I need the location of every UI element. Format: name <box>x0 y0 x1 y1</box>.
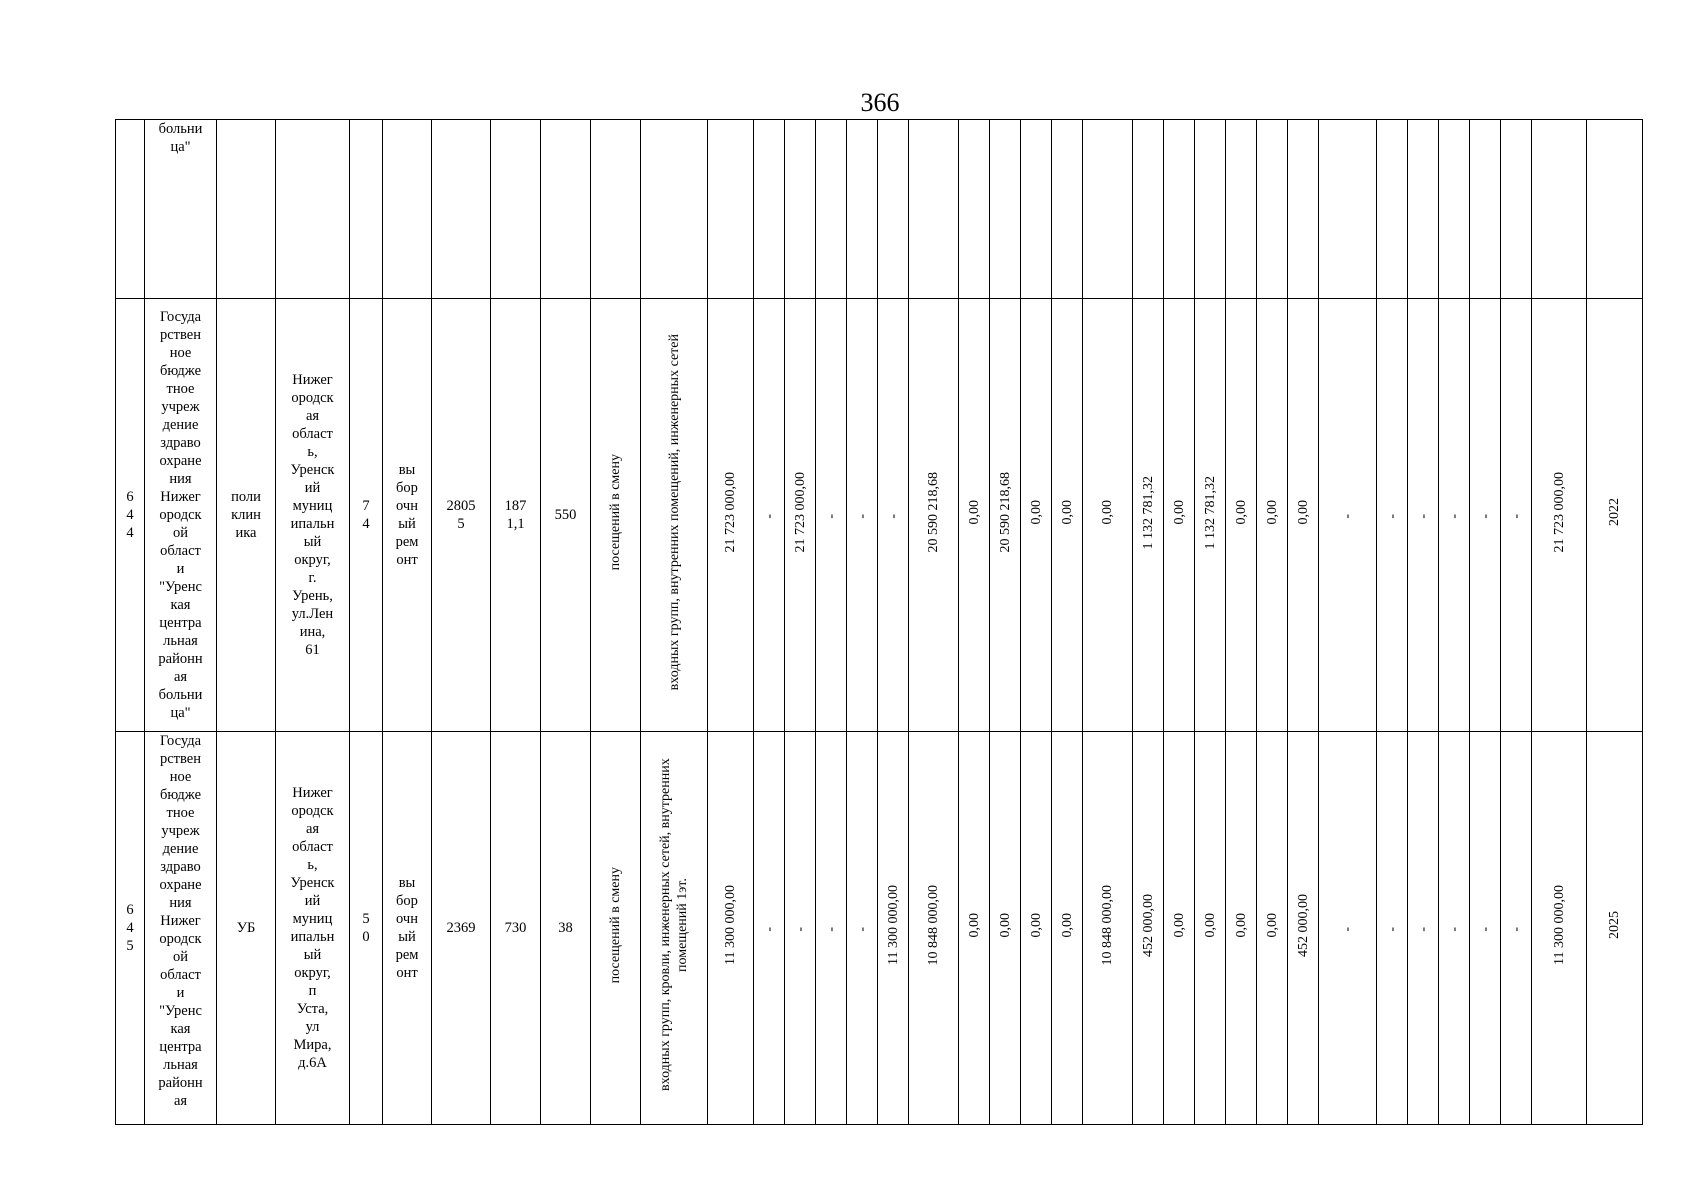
cell-c10 <box>641 299 708 732</box>
amount: - <box>1415 927 1431 932</box>
unit: посещений в смену <box>608 867 623 984</box>
row-number: 6 4 4 <box>126 488 134 541</box>
year: 2022 <box>1607 498 1622 527</box>
cell <box>878 732 909 1125</box>
amount: 1 132 781,32 <box>1202 475 1218 549</box>
amount: 21 723 000,00 <box>723 472 738 553</box>
amount: 0,00 <box>966 500 982 525</box>
cell <box>1587 732 1643 1125</box>
value: 38 <box>558 919 573 936</box>
cell-type <box>217 299 276 732</box>
amount: - <box>854 514 870 519</box>
cell <box>1021 299 1052 732</box>
cell-address <box>276 732 350 1125</box>
cell <box>1195 299 1226 732</box>
cell <box>1164 299 1195 732</box>
amount: 0,00 <box>1264 500 1280 525</box>
cell <box>1377 299 1408 732</box>
cell <box>959 299 990 732</box>
cell <box>1532 732 1587 1125</box>
cell <box>1377 120 1408 299</box>
total-amount: 11 300 000,00 <box>1551 885 1567 966</box>
cell-c9 <box>591 299 641 732</box>
amount: 0,00 <box>1202 913 1218 938</box>
amount: - <box>1477 514 1493 519</box>
cell <box>816 120 847 299</box>
cell <box>1288 299 1319 732</box>
cell <box>847 299 878 732</box>
object-type: УБ <box>236 919 256 936</box>
cell <box>1052 120 1083 299</box>
amount: 0,00 <box>1028 500 1044 525</box>
amount: - <box>854 927 870 932</box>
amount: 21 723 000,00 <box>792 472 808 553</box>
unit: посещений в смену <box>608 454 623 571</box>
cell-c6 <box>432 299 491 732</box>
cell-c6 <box>432 732 491 1125</box>
row-number: 6 4 5 <box>126 901 134 954</box>
amount: 11 300 000,00 <box>885 885 901 966</box>
value: 7 4 <box>362 497 370 532</box>
amount: - <box>1508 514 1524 519</box>
cell-c10 <box>641 732 708 1125</box>
cell <box>909 732 959 1125</box>
value: 2369 <box>446 919 476 936</box>
amount: 20 590 218,68 <box>997 472 1013 553</box>
work-description: входных групп, внутренних помещений, инженерных сетей <box>666 334 682 691</box>
table-row <box>116 120 1643 299</box>
work-description: входных групп, кровли, инженерных сетей, внутренних помещений 1эт. <box>658 758 690 1092</box>
cell <box>1195 732 1226 1125</box>
amount: - <box>823 514 839 519</box>
cell <box>1532 299 1587 732</box>
total-amount: 21 723 000,00 <box>1551 472 1567 553</box>
cell <box>785 299 816 732</box>
cell <box>754 120 785 299</box>
cell <box>491 120 541 299</box>
cell <box>1083 299 1133 732</box>
cell <box>1288 120 1319 299</box>
cell-c8 <box>541 299 591 732</box>
cell <box>1532 120 1587 299</box>
cell <box>1195 120 1226 299</box>
cell-num <box>116 299 145 732</box>
cell <box>1083 120 1133 299</box>
amount: 452 000,00 <box>1140 893 1156 957</box>
cell <box>878 120 909 299</box>
cell <box>1133 299 1164 732</box>
cell <box>990 732 1021 1125</box>
amount: - <box>1446 927 1462 932</box>
cell <box>1257 299 1288 732</box>
cell-name <box>145 299 217 732</box>
cell <box>1226 299 1257 732</box>
cell <box>990 299 1021 732</box>
cell <box>1164 120 1195 299</box>
amount: - <box>823 927 839 932</box>
amount: - <box>761 927 777 932</box>
value: 550 <box>554 506 577 523</box>
cell <box>1408 732 1439 1125</box>
cell <box>1226 732 1257 1125</box>
cell <box>1470 732 1501 1125</box>
cell <box>1164 732 1195 1125</box>
address: Нижег ородск ая област ь, Уренск ий муниц ипальн ый округ, г. Урень, ул.Лен ина, 61 <box>290 371 335 658</box>
amount: 0,00 <box>1171 913 1187 938</box>
cell <box>1021 732 1052 1125</box>
cell <box>1226 120 1257 299</box>
cell <box>1257 732 1288 1125</box>
cell <box>785 732 816 1125</box>
cell <box>350 120 383 299</box>
amount: 0,00 <box>997 913 1013 938</box>
amount: 11 300 000,00 <box>723 885 738 966</box>
institution-name: больни ца" <box>158 121 203 155</box>
cell <box>878 299 909 732</box>
institution-name: Госуда рствен ное бюдже тное учреж дение здраво охране ния Нижег ородск ой област и "Уренс кая центра льная районн ая больни ца" <box>158 308 203 721</box>
amount: 0,00 <box>1295 500 1311 525</box>
amount: 0,00 <box>966 913 982 938</box>
cell <box>641 120 708 299</box>
cell <box>785 120 816 299</box>
cell-c5 <box>383 299 432 732</box>
cell <box>1587 299 1643 732</box>
amount: 10 848 000,00 <box>1100 885 1115 966</box>
cell <box>1052 299 1083 732</box>
repair-type: вы бор очн ый рем онт <box>395 461 419 568</box>
cell <box>754 732 785 1125</box>
cell-address <box>276 299 350 732</box>
cell <box>1501 299 1532 732</box>
amount: 452 000,00 <box>1295 893 1311 957</box>
amount: - <box>1384 514 1400 519</box>
table-row <box>116 732 1643 1125</box>
cell <box>1257 120 1288 299</box>
institution-name: Госуда рствен ное бюдже тное учреж дение здраво охране ния Нижег ородск ой област и "Уренс кая центра льная районн ая <box>158 733 203 1109</box>
cell <box>1439 120 1470 299</box>
cell <box>754 299 785 732</box>
value: 5 0 <box>362 910 370 945</box>
cell <box>816 299 847 732</box>
amount: 0,00 <box>1171 500 1187 525</box>
amount: - <box>1446 514 1462 519</box>
cell <box>909 299 959 732</box>
cell-name <box>145 120 217 299</box>
cell <box>1587 120 1643 299</box>
amount: 1 132 781,32 <box>1140 475 1156 549</box>
cell-c5 <box>383 732 432 1125</box>
cell-num <box>116 732 145 1125</box>
cell <box>1470 299 1501 732</box>
cell <box>1501 732 1532 1125</box>
amount: 0,00 <box>1233 500 1249 525</box>
value: 2805 5 <box>446 497 476 532</box>
amount: 0,00 <box>1233 913 1249 938</box>
cell <box>217 120 276 299</box>
value: 187 1,1 <box>504 497 527 532</box>
address: Нижег ородск ая област ь, Уренск ий муниц ипальн ый округ, п Уста, ул Мира, д.6А <box>290 784 335 1071</box>
repair-type: вы бор очн ый рем онт <box>395 874 419 981</box>
cell <box>432 120 491 299</box>
amount: 0,00 <box>1264 913 1280 938</box>
cell-c7 <box>491 732 541 1125</box>
cell-type <box>217 732 276 1125</box>
amount: - <box>1415 514 1431 519</box>
amount: - <box>1508 927 1524 932</box>
cell-num <box>116 120 145 299</box>
amount: 20 590 218,68 <box>926 472 941 553</box>
cell <box>1439 299 1470 732</box>
cell <box>1470 120 1501 299</box>
amount: - <box>1340 514 1355 519</box>
amount: - <box>1477 927 1493 932</box>
year: 2025 <box>1607 911 1622 940</box>
cell <box>909 120 959 299</box>
cell <box>541 120 591 299</box>
cell <box>1319 299 1377 732</box>
cell-c4 <box>350 299 383 732</box>
cell <box>847 120 878 299</box>
amount: 0,00 <box>1059 500 1075 525</box>
amount: - <box>761 514 777 519</box>
cell <box>1133 732 1164 1125</box>
cell <box>1288 732 1319 1125</box>
cell <box>708 120 754 299</box>
cell <box>1501 120 1532 299</box>
cell <box>708 299 754 732</box>
amount: - <box>792 927 808 932</box>
cell-c7 <box>491 299 541 732</box>
cell <box>1319 120 1377 299</box>
cell <box>1083 732 1133 1125</box>
page-number: 366 <box>860 88 900 117</box>
cell <box>1052 732 1083 1125</box>
cell <box>959 732 990 1125</box>
cell <box>1377 732 1408 1125</box>
amount: - <box>1384 927 1400 932</box>
cell-c8 <box>541 732 591 1125</box>
cell-name <box>145 732 217 1125</box>
amount: 0,00 <box>1059 913 1075 938</box>
cell <box>1439 732 1470 1125</box>
cell <box>990 120 1021 299</box>
cell <box>1319 732 1377 1125</box>
amount: 10 848 000,00 <box>926 885 941 966</box>
cell <box>816 732 847 1125</box>
cell <box>1133 120 1164 299</box>
cell-c9 <box>591 732 641 1125</box>
cell <box>591 120 641 299</box>
object-type: поли клин ика <box>231 488 261 541</box>
cell <box>383 120 432 299</box>
amount: - <box>885 514 901 519</box>
table-row <box>116 299 1643 732</box>
cell <box>1408 120 1439 299</box>
data-table <box>115 119 1643 1125</box>
cell <box>708 732 754 1125</box>
cell <box>276 120 350 299</box>
cell <box>1021 120 1052 299</box>
amount: 0,00 <box>1028 913 1044 938</box>
cell <box>847 732 878 1125</box>
cell <box>959 120 990 299</box>
cell-c4 <box>350 732 383 1125</box>
amount: - <box>1340 927 1355 932</box>
value: 730 <box>504 919 527 936</box>
cell <box>1408 299 1439 732</box>
amount: 0,00 <box>1100 500 1115 525</box>
